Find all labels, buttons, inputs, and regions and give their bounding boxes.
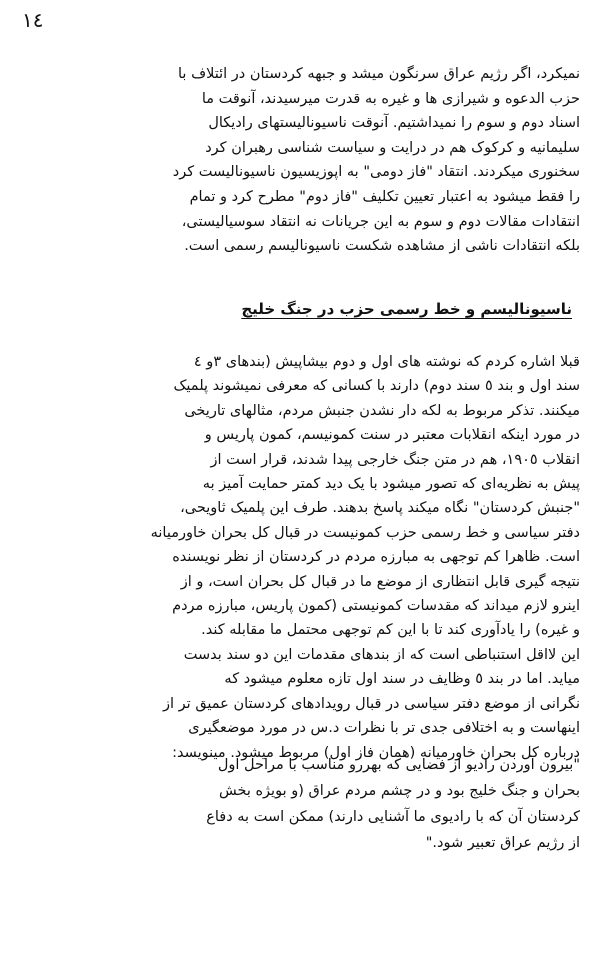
section-heading: ناسیونالیسم و خط رسمی حزب در جنگ خلیج [241, 300, 572, 318]
quote-line: بحران و جنگ خلیج بود و در چشم مردم عراق (و بویژه بخش [218, 783, 580, 799]
text-line: بلکه انتقادات ناشی از مشاهده شکست ناسیونالیسم رسمی است. [184, 238, 580, 255]
text-line: میاید. اما در بند ٥ وظایف در سند اول تازه معلوم میشود که [224, 671, 580, 688]
text-line: نتیجه گیری قابل انتظاری از موضع ما در قبال کل بحران است، و از [180, 573, 580, 590]
text-line: است. ظاهرا کم توجهی به مبارزه مردم در کردستان از نظر نویسنده [172, 549, 580, 566]
text-line: انتقادات مقالات دوم و سوم به این جریانات نه انتقاد سوسیالیستی، [181, 213, 580, 230]
text-line: سلیمانیه و کرکوک هم در درایت و سیاست شناسی رهبران کرد [205, 139, 580, 156]
text-line: این لااقل استنباطی است که از بندهای مقدمات این دو سند بدست [183, 646, 580, 663]
text-line: نمیکرد، اگر رژیم عراق سرنگون میشد و جبهه کردستان در ائتلاف با [178, 66, 580, 82]
text-line: انقلاب ١٩٠٥، هم در متن جنگ خارجی پیدا شدند، قرار است از [210, 451, 580, 468]
quote-line: کردستان آن که با رادیوی ما آشنایی دارند) ممکن است به دفاع [206, 809, 580, 825]
text-line: اسناد دوم و سوم را نمیداشتیم. آنوقت ناسیونالیستهای رادیکال [208, 115, 580, 132]
text-line: پیش به نظریه‌ای که تصور میشود با یک دید کمتر حمایت آمیز به [202, 476, 580, 493]
text-line: در مورد اینکه انقلابات معتبر در سنت کمونیسم، کمون پاریس و [204, 427, 580, 444]
text-line: سند اول و بند ٥ سند دوم) دارند با کسانی که معرفی نمیشوند پلمیک [173, 378, 580, 395]
text-line: حزب الدعوه و شیرازی ها و غیره به قدرت میرسیدند، آنوقت ما [201, 90, 580, 107]
text-line: دفتر سیاسی و خط رسمی حزب کمونیست در قبال کل بحران خاورمیانه [150, 524, 580, 541]
quote-line: "بیرون آوردن رادیو از فضایی که بهررو مناسب با مراحل اول [217, 757, 580, 773]
text-line: را فقط میشود به اعتبار تعیین تکلیف "فاز دوم" مطرح کرد و تمام [189, 188, 580, 205]
text-line: و غیره) را یادآوری کند تا با این کم توجهی محتمل ما مقابله کند. [201, 622, 580, 639]
paragraph-intro [48, 62, 580, 259]
text-line: "جنبش کردستان" نگاه میکند پاسخ بدهند. طرف این پلمیک ثاویحی، [180, 500, 580, 517]
text-line: اینهاست و به اختلافی جدی تر با نظرات د.س در مورد موضعگیری [188, 720, 580, 737]
quotation [48, 752, 580, 856]
text-line: سخنوری میکردند. انتقاد "فاز دومی" به اپوزیسیون ناسیونالیست کرد [172, 164, 580, 181]
text-line: اینرو لازم میداند که مقدسات کمونیستی (کمون پاریس، مبارزه مردم [172, 598, 580, 615]
quote-line: از رژیم عراق تعبیر شود." [425, 835, 580, 851]
text-line: نگرانی از موضع دفتر سیاسی در قبال رویدادهای کردستان عمیق تر از [163, 695, 580, 712]
page-number: ١٤ [22, 8, 44, 32]
text-line: میکنند. تذکر مربوط به لکه دار نشدن جنبش مردم، مثالهای تاریخی [184, 402, 580, 419]
paragraph-main [48, 350, 580, 765]
text-line: درباره کل بحران خاورمیانه (همان فاز اول) مربوط میشود. مینویسد: [172, 744, 580, 761]
text-line: قبلا اشاره کردم که نوشته های اول و دوم بیشاپیش (بندهای ۳و ٤ [193, 354, 580, 370]
